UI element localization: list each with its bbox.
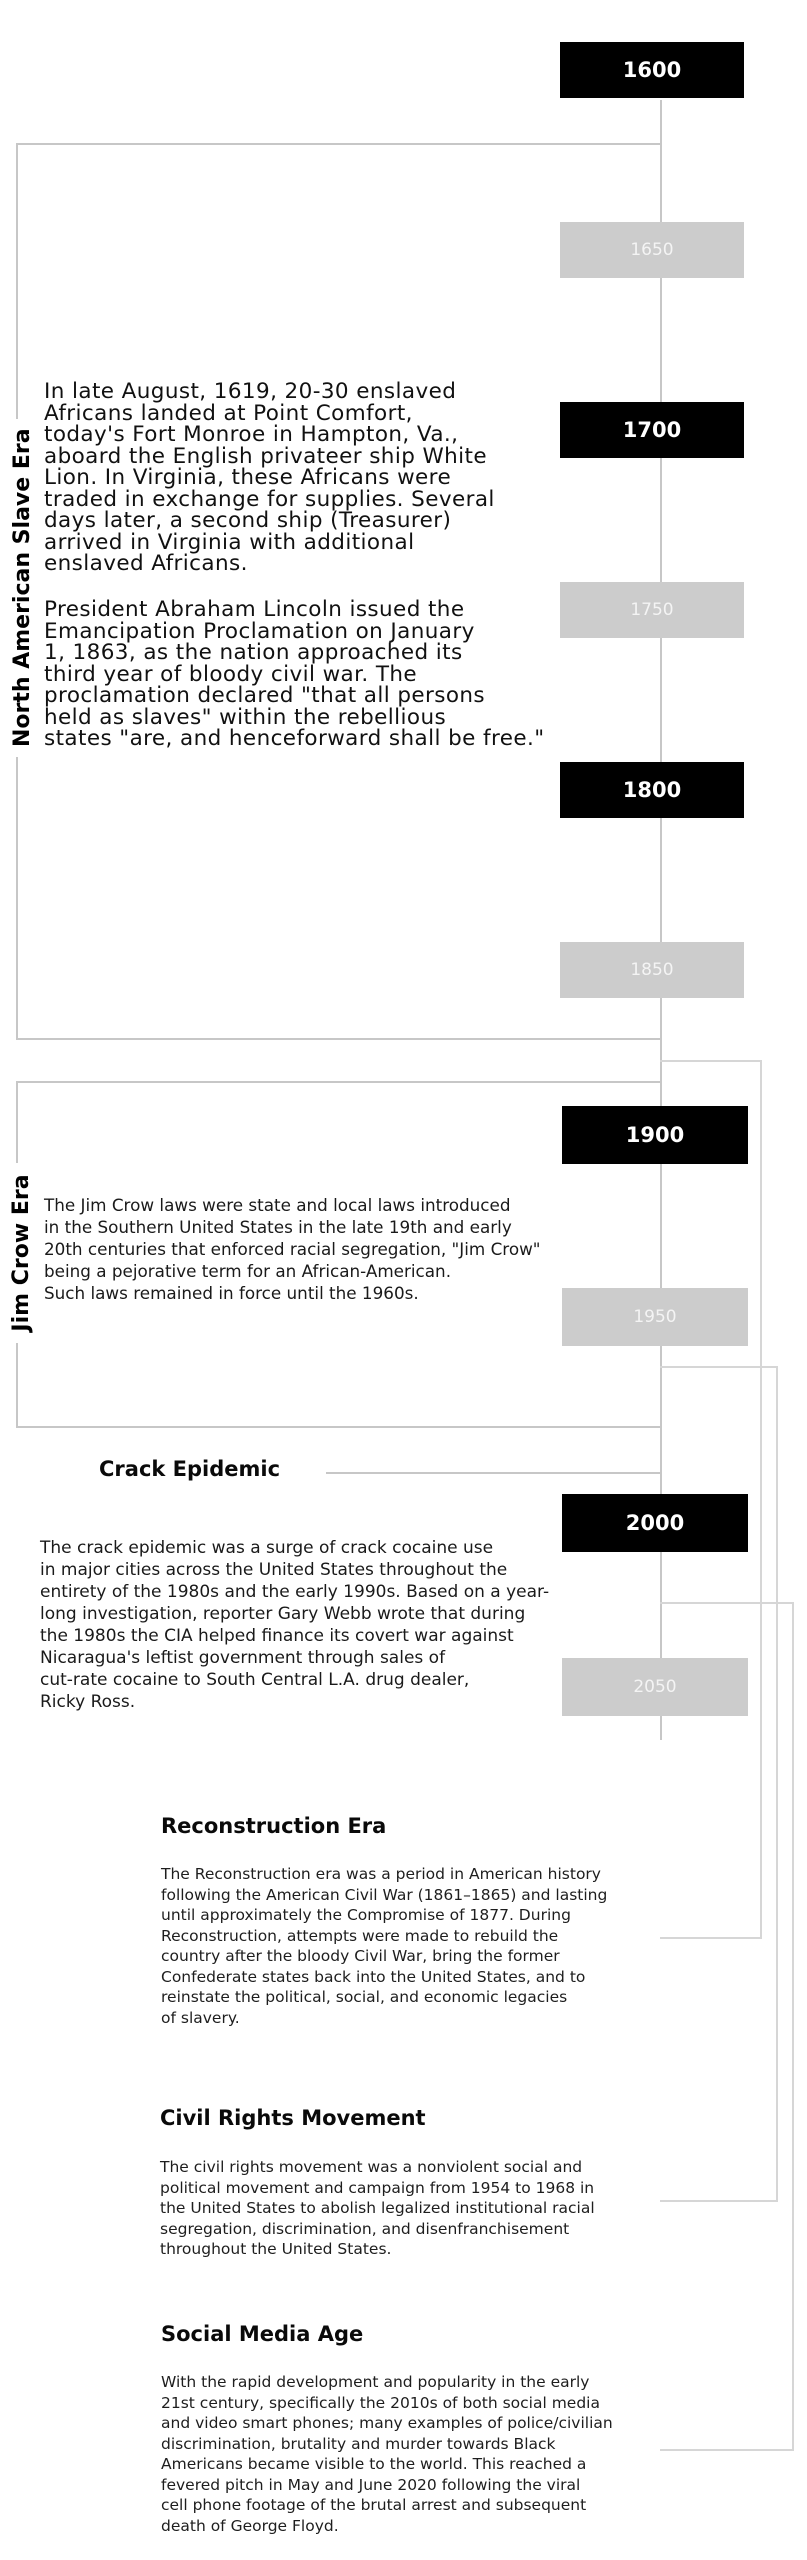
year-marker-1650: 1650: [560, 222, 744, 278]
year-marker-1850: 1850: [560, 942, 744, 998]
crack-epidemic-title: Crack Epidemic: [99, 1457, 281, 1481]
slave-era-paragraph-2: President Abraham Lincoln issued the Emancipation Proclamation on January 1, 1863, as the nation approached its third year of bloody civil war. The proclamation declared "that all persons held as slaves" within the rebellious states "are, and henceforward shall be free.": [44, 597, 545, 751]
slave-era-paragraph-1: In late August, 1619, 20-30 enslaved Africans landed at Point Comfort, today's Fort Monroe in Hampton, Va., aboard the English privateer ship White Lion. In Virginia, these Africans were traded in exchange for supplies. Several days later, a second ship (Treasurer) arrived in Virginia with additional enslaved Africans.: [44, 379, 495, 576]
year-marker-1950: 1950: [562, 1288, 748, 1346]
year-marker-1750: 1750: [560, 582, 744, 638]
social-media-title: Social Media Age: [161, 2322, 364, 2346]
civil-rights-body: The civil rights movement was a nonviolent social and political movement and campaign from 1954 to 1968 in the United States to abolish legalized institutional racial segregation, discrimination, and disenfranchisement throughout the United States.: [160, 2158, 595, 2258]
year-marker-2050: 2050: [562, 1658, 748, 1716]
social-media-body: With the rapid development and popularity in the early 21st century, specifically the 2010s of both social media and video smart phones; many examples of police/civilian discrimination, brutality and murder towards Black Americans became visible to the world. This reached a fevered pitch in May and June 2020 following the viral cell phone footage of the brutal arrest and subsequent death of George Floyd.: [161, 2373, 613, 2535]
year-marker-1600: 1600: [560, 42, 744, 98]
jimcrow-era-body: The Jim Crow laws were state and local laws introduced in the Southern United States in the late 19th and early 20th centuries that enforced racial segregation, "Jim Crow" being a pejorative term for an African-American. Such laws remained in force until the 1960s.: [44, 1195, 541, 1303]
crack-connector-line: [326, 1472, 660, 1474]
year-marker-1700: 1700: [560, 402, 744, 458]
jimcrow-era-title: Jim Crow Era: [9, 1163, 35, 1343]
crack-epidemic-body: The crack epidemic was a surge of crack cocaine use in major cities across the United States throughout the entirety of the 1980s and the early 1990s. Based on a year- long investigation, reporter Gary Webb wrote that during the 1980s the CIA helped finance its covert war against Nicaragua's leftist government through sales of cut-rate cocaine to South Central L.A. drug dealer, Ricky Ross.: [40, 1538, 550, 1712]
reconstruction-era-title: Reconstruction Era: [161, 1814, 387, 1838]
slave-era-title: North American Slave Era: [10, 419, 36, 757]
civil-rights-title: Civil Rights Movement: [160, 2106, 426, 2130]
year-marker-2000: 2000: [562, 1494, 748, 1552]
year-marker-1800: 1800: [560, 762, 744, 818]
reconstruction-era-body: The Reconstruction era was a period in American history following the American Civil War (1861–1865) and lasting until approximately the Compromise of 1877. During Reconstruction, attempts were made to rebuild the country after the bloody Civil War, bring the former Confederate states back into the United States, and to reinstate the political, social, and economic legacies of slavery.: [161, 1865, 608, 2027]
year-marker-1900: 1900: [562, 1106, 748, 1164]
